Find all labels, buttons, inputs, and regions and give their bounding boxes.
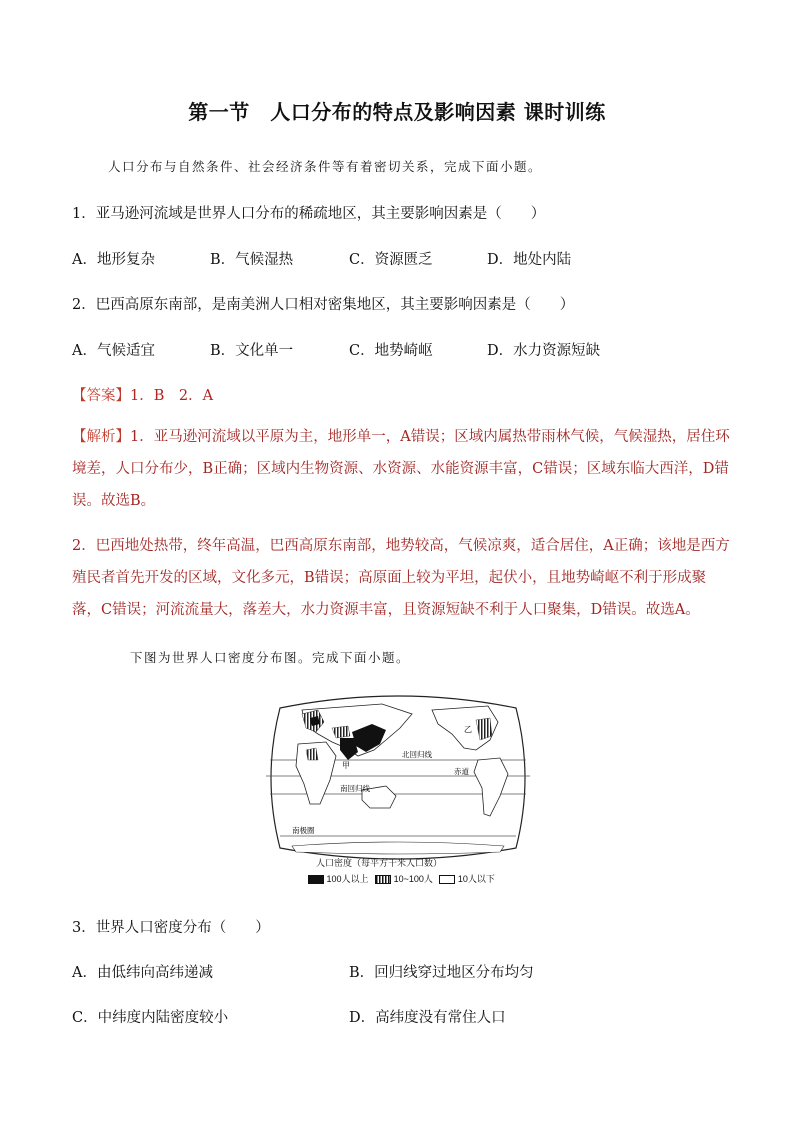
label-yi: 乙 [464, 725, 472, 734]
question-1-option-c: C．资源匮乏 [349, 252, 433, 268]
analysis-paragraph-1 [72, 421, 732, 517]
legend-label-high: 100人以上 [326, 874, 369, 884]
legend-swatch-low [439, 875, 455, 884]
legend-label-mid: 10~100人 [393, 874, 433, 884]
intro-text-1: 人口分布与自然条件、社会经济条件等有着密切关系，完成下面小题。 [108, 159, 543, 174]
world-population-density-map [262, 688, 534, 888]
question-3-option-d: D．高纬度没有常住人口 [349, 1010, 506, 1026]
question-1-option-d: D．地处内陆 [487, 252, 572, 268]
question-2-option-a: A．气候适宜 [72, 343, 155, 359]
answer-line [72, 384, 213, 405]
page-title: 第一节 人口分布的特点及影响因素 课时训练 [188, 100, 606, 124]
question-3-option-b: B．回归线穿过地区分布均匀 [349, 965, 534, 981]
question-2-stem: 2．巴西高原东南部，是南美洲人口相对密集地区，其主要影响因素是（ ） [72, 297, 575, 313]
question-2-option-d: D．水力资源短缺 [487, 343, 601, 359]
question-3-option-c: C．中纬度内陆密度较小 [72, 1010, 229, 1026]
question-3-stem: 3．世界人口密度分布（ ） [72, 920, 270, 936]
analysis-text-1: 1．亚马逊河流域以平原为主，地形单一，A错误；区域内属热带雨林气候，气候湿热，居住环境差，人口分布少，B正确；区域内生物资源、水资源、水能资源丰富，C错误；区域东临大西洋，D错误。故选B。 [72, 429, 730, 509]
answer-tag: 【答案】 [72, 388, 130, 404]
legend-label-low: 10人以下 [457, 874, 495, 884]
label-tropic-north: 北回归线 [402, 750, 432, 759]
analysis-paragraph-2: 2．巴西地处热带，终年高温，巴西高原东南部，地势较高，气候凉爽，适合居住，A正确；该地是西方殖民者首先开发的区域，文化多元，B错误；高原面上较为平坦，起伏小，且地势崎岖不利于形成聚落，C错误；河流流量大，落差大，水力资源丰富，且资源短缺不利于人口聚集，D错误。故选A。 [72, 538, 730, 618]
analysis-tag: 【解析】 [72, 429, 130, 445]
legend-title: 人口密度（每平方千米人口数） [316, 858, 443, 868]
label-jia: 甲 [342, 761, 350, 770]
question-1-option-b: B．气候湿热 [210, 252, 294, 268]
antarctica-shape [292, 842, 504, 854]
intro-text-2: 下图为世界人口密度分布图。完成下面小题。 [130, 650, 411, 665]
label-equator: 赤道 [454, 767, 469, 776]
label-antarctic: 南极圈 [292, 826, 315, 835]
africa-density [306, 748, 318, 760]
legend-swatch-high [308, 875, 324, 884]
question-2-option-c: C．地势崎岖 [349, 343, 433, 359]
question-3-option-a: A．由低纬向高纬递减 [72, 965, 213, 981]
legend [308, 872, 495, 885]
question-1-option-a: A．地形复杂 [72, 252, 155, 268]
question-1-stem: 1．亚马逊河流域是世界人口分布的稀疏地区，其主要影响因素是（ ） [72, 206, 546, 222]
answer-text: 1．B 2．A [130, 388, 214, 404]
question-2-option-b: B．文化单一 [210, 343, 294, 359]
label-tropic-south: 南回归线 [340, 784, 370, 793]
legend-swatch-mid [375, 875, 391, 884]
